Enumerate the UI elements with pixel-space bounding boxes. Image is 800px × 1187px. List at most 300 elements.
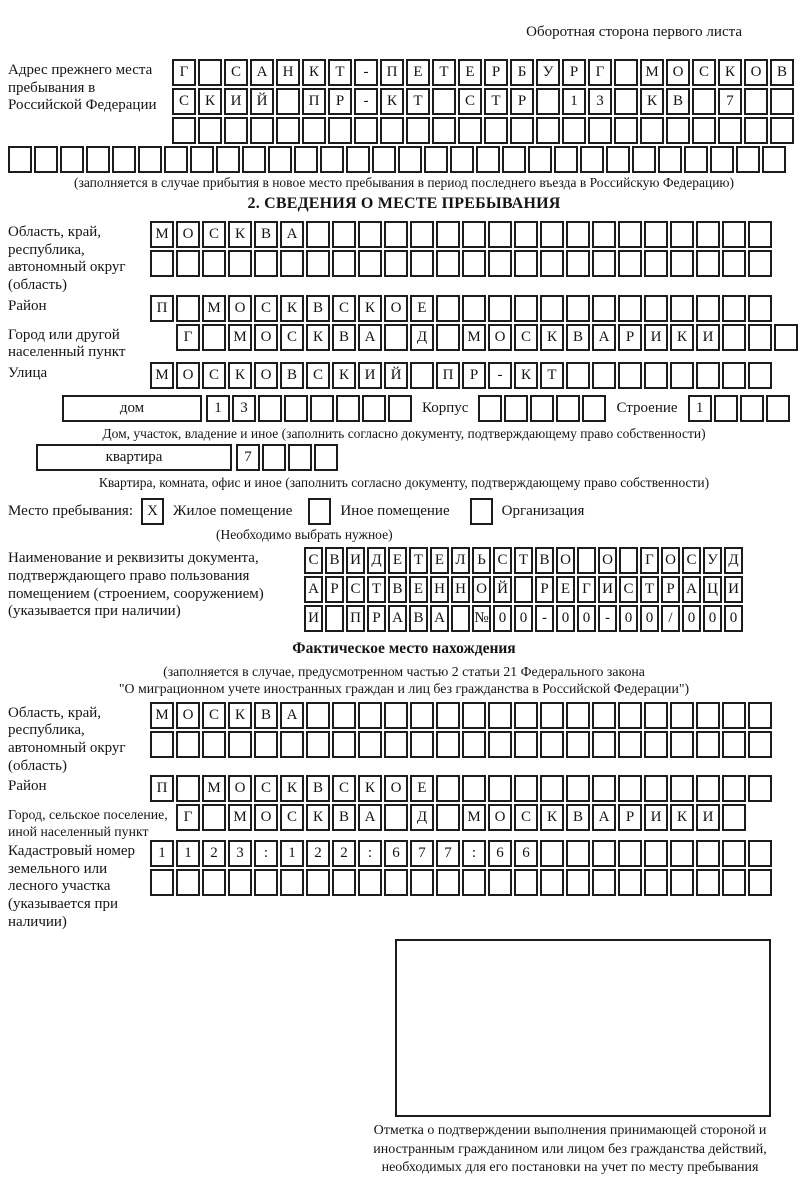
char-cell[interactable]: П — [150, 775, 174, 802]
char-cell[interactable] — [280, 869, 304, 896]
char-cell[interactable] — [592, 840, 616, 867]
char-cell[interactable]: А — [430, 605, 449, 632]
char-cell[interactable]: М — [202, 775, 226, 802]
char-cell[interactable] — [332, 221, 356, 248]
char-cell[interactable] — [306, 702, 330, 729]
char-cell[interactable] — [514, 576, 533, 603]
char-cell[interactable]: Т — [540, 362, 564, 389]
char-cell[interactable]: С — [304, 547, 323, 574]
char-cell[interactable]: В — [325, 547, 344, 574]
char-cell[interactable]: 0 — [556, 605, 575, 632]
char-cell[interactable]: О — [176, 702, 200, 729]
char-cell[interactable] — [488, 731, 512, 758]
char-cell[interactable]: К — [380, 88, 404, 115]
char-cell[interactable]: М — [228, 804, 252, 831]
char-cell[interactable] — [462, 250, 486, 277]
char-cell[interactable]: К — [718, 59, 742, 86]
char-cell[interactable] — [670, 840, 694, 867]
char-cell[interactable]: М — [150, 702, 174, 729]
char-cell[interactable]: В — [388, 576, 407, 603]
char-cell[interactable]: О — [472, 576, 491, 603]
char-cell[interactable] — [314, 444, 338, 471]
char-cell[interactable] — [150, 731, 174, 758]
char-cell[interactable] — [332, 250, 356, 277]
char-cell[interactable]: Р — [484, 59, 508, 86]
char-cell[interactable] — [328, 117, 352, 144]
char-cell[interactable] — [722, 804, 746, 831]
char-cell[interactable] — [254, 731, 278, 758]
char-cell[interactable] — [592, 869, 616, 896]
char-cell[interactable]: К — [640, 88, 664, 115]
char-cell[interactable]: М — [462, 324, 486, 351]
char-cell[interactable] — [462, 295, 486, 322]
char-cell[interactable]: О — [176, 221, 200, 248]
char-cell[interactable] — [294, 146, 318, 173]
char-cell[interactable] — [176, 869, 200, 896]
char-cell[interactable]: 3 — [232, 395, 256, 422]
char-cell[interactable]: А — [280, 221, 304, 248]
char-cell[interactable]: 2 — [306, 840, 330, 867]
char-cell[interactable]: Г — [176, 324, 200, 351]
char-cell[interactable] — [580, 146, 604, 173]
char-cell[interactable] — [436, 324, 460, 351]
char-cell[interactable] — [410, 362, 434, 389]
char-cell[interactable]: 0 — [619, 605, 638, 632]
char-cell[interactable] — [748, 775, 772, 802]
char-cell[interactable]: 1 — [280, 840, 304, 867]
char-cell[interactable] — [592, 702, 616, 729]
char-cell[interactable] — [488, 702, 512, 729]
char-cell[interactable] — [410, 221, 434, 248]
char-cell[interactable] — [618, 840, 642, 867]
char-cell[interactable]: 0 — [703, 605, 722, 632]
char-cell[interactable] — [280, 250, 304, 277]
char-cell[interactable] — [358, 731, 382, 758]
char-cell[interactable] — [410, 702, 434, 729]
char-cell[interactable] — [112, 146, 136, 173]
char-cell[interactable] — [384, 731, 408, 758]
char-cell[interactable] — [619, 547, 638, 574]
char-cell[interactable] — [320, 146, 344, 173]
char-cell[interactable]: Е — [410, 775, 434, 802]
char-cell[interactable] — [436, 731, 460, 758]
char-cell[interactable]: О — [228, 775, 252, 802]
char-cell[interactable] — [670, 362, 694, 389]
char-cell[interactable] — [748, 840, 772, 867]
char-cell[interactable]: О — [744, 59, 768, 86]
char-cell[interactable]: Т — [484, 88, 508, 115]
char-cell[interactable] — [262, 444, 286, 471]
char-cell[interactable] — [710, 146, 734, 173]
char-cell[interactable]: Т — [432, 59, 456, 86]
char-cell[interactable] — [592, 731, 616, 758]
char-cell[interactable] — [228, 250, 252, 277]
char-cell[interactable] — [640, 117, 664, 144]
char-cell[interactable] — [432, 117, 456, 144]
char-cell[interactable] — [284, 395, 308, 422]
char-cell[interactable]: Е — [430, 547, 449, 574]
char-cell[interactable] — [388, 395, 412, 422]
char-cell[interactable]: В — [666, 88, 690, 115]
char-cell[interactable]: И — [644, 804, 668, 831]
char-cell[interactable]: Т — [409, 547, 428, 574]
char-cell[interactable] — [332, 731, 356, 758]
char-cell[interactable] — [34, 146, 58, 173]
char-cell[interactable] — [380, 117, 404, 144]
char-cell[interactable]: С — [458, 88, 482, 115]
char-cell[interactable]: Д — [410, 324, 434, 351]
char-cell[interactable] — [276, 117, 300, 144]
char-cell[interactable] — [644, 702, 668, 729]
char-cell[interactable] — [566, 250, 590, 277]
char-cell[interactable] — [540, 775, 564, 802]
char-cell[interactable] — [566, 295, 590, 322]
char-cell[interactable]: Е — [409, 576, 428, 603]
char-cell[interactable]: 0 — [640, 605, 659, 632]
char-cell[interactable] — [748, 362, 772, 389]
char-cell[interactable]: С — [280, 804, 304, 831]
char-cell[interactable] — [514, 250, 538, 277]
char-cell[interactable]: К — [670, 804, 694, 831]
char-cell[interactable]: Р — [535, 576, 554, 603]
char-cell[interactable] — [722, 362, 746, 389]
char-cell[interactable] — [242, 146, 266, 173]
char-cell[interactable] — [280, 731, 304, 758]
char-cell[interactable] — [770, 117, 794, 144]
char-cell[interactable] — [658, 146, 682, 173]
char-cell[interactable] — [436, 250, 460, 277]
char-cell[interactable] — [172, 117, 196, 144]
char-cell[interactable] — [566, 731, 590, 758]
char-cell[interactable]: В — [306, 295, 330, 322]
char-cell[interactable]: А — [358, 324, 382, 351]
char-cell[interactable]: Г — [640, 547, 659, 574]
char-cell[interactable] — [406, 117, 430, 144]
char-cell[interactable]: Г — [172, 59, 196, 86]
char-cell[interactable]: П — [380, 59, 404, 86]
char-cell[interactable]: С — [692, 59, 716, 86]
char-cell[interactable] — [358, 221, 382, 248]
char-cell[interactable] — [696, 869, 720, 896]
char-cell[interactable]: М — [228, 324, 252, 351]
char-cell[interactable]: С — [254, 775, 278, 802]
char-cell[interactable]: А — [280, 702, 304, 729]
char-cell[interactable]: Т — [367, 576, 386, 603]
char-cell[interactable] — [606, 146, 630, 173]
char-cell[interactable] — [514, 731, 538, 758]
char-cell[interactable] — [696, 221, 720, 248]
char-cell[interactable]: М — [150, 362, 174, 389]
char-cell[interactable] — [722, 295, 746, 322]
char-cell[interactable] — [644, 362, 668, 389]
char-cell[interactable]: П — [436, 362, 460, 389]
char-cell[interactable] — [618, 221, 642, 248]
char-cell[interactable] — [744, 117, 768, 144]
char-cell[interactable]: К — [228, 221, 252, 248]
char-cell[interactable] — [306, 869, 330, 896]
char-cell[interactable]: О — [661, 547, 680, 574]
char-cell[interactable]: 3 — [228, 840, 252, 867]
char-cell[interactable]: А — [250, 59, 274, 86]
char-cell[interactable] — [484, 117, 508, 144]
char-cell[interactable] — [488, 250, 512, 277]
char-cell[interactable]: К — [306, 324, 330, 351]
char-cell[interactable]: К — [358, 775, 382, 802]
char-cell[interactable] — [566, 775, 590, 802]
char-cell[interactable]: Н — [451, 576, 470, 603]
char-cell[interactable] — [254, 250, 278, 277]
char-cell[interactable]: Р — [367, 605, 386, 632]
char-cell[interactable] — [618, 731, 642, 758]
char-cell[interactable] — [748, 702, 772, 729]
char-cell[interactable]: П — [302, 88, 326, 115]
char-cell[interactable] — [514, 295, 538, 322]
char-cell[interactable]: С — [346, 576, 365, 603]
char-cell[interactable]: Ц — [703, 576, 722, 603]
char-cell[interactable] — [488, 775, 512, 802]
char-cell[interactable] — [748, 295, 772, 322]
char-cell[interactable]: О — [488, 804, 512, 831]
char-cell[interactable] — [202, 731, 226, 758]
char-cell[interactable] — [592, 250, 616, 277]
char-cell[interactable]: И — [696, 324, 720, 351]
char-cell[interactable] — [398, 146, 422, 173]
char-cell[interactable] — [254, 869, 278, 896]
char-cell[interactable]: - — [488, 362, 512, 389]
char-cell[interactable]: Р — [510, 88, 534, 115]
char-cell[interactable] — [410, 250, 434, 277]
char-cell[interactable] — [60, 146, 84, 173]
char-cell[interactable] — [216, 146, 240, 173]
char-cell[interactable]: С — [280, 324, 304, 351]
char-cell[interactable] — [462, 775, 486, 802]
char-cell[interactable] — [150, 869, 174, 896]
char-cell[interactable] — [670, 221, 694, 248]
char-cell[interactable] — [410, 869, 434, 896]
char-cell[interactable] — [696, 840, 720, 867]
char-cell[interactable]: 0 — [724, 605, 743, 632]
char-cell[interactable]: : — [358, 840, 382, 867]
char-cell[interactable] — [384, 804, 408, 831]
char-cell[interactable] — [510, 117, 534, 144]
char-cell[interactable]: С — [306, 362, 330, 389]
char-cell[interactable]: Е — [410, 295, 434, 322]
char-cell[interactable]: Д — [410, 804, 434, 831]
char-cell[interactable] — [722, 324, 746, 351]
char-cell[interactable]: Д — [367, 547, 386, 574]
char-cell[interactable]: 7 — [236, 444, 260, 471]
char-cell[interactable] — [488, 869, 512, 896]
char-cell[interactable]: О — [384, 295, 408, 322]
char-cell[interactable] — [332, 869, 356, 896]
char-cell[interactable] — [462, 702, 486, 729]
char-cell[interactable]: А — [682, 576, 701, 603]
char-cell[interactable]: И — [224, 88, 248, 115]
char-cell[interactable] — [540, 250, 564, 277]
char-cell[interactable]: 7 — [410, 840, 434, 867]
char-cell[interactable] — [644, 221, 668, 248]
char-cell[interactable]: Г — [176, 804, 200, 831]
char-cell[interactable]: Р — [618, 324, 642, 351]
char-cell[interactable] — [692, 117, 716, 144]
char-cell[interactable]: 6 — [514, 840, 538, 867]
char-cell[interactable] — [306, 221, 330, 248]
char-cell[interactable] — [618, 869, 642, 896]
char-cell[interactable] — [722, 775, 746, 802]
char-cell[interactable]: 0 — [682, 605, 701, 632]
char-cell[interactable]: Й — [493, 576, 512, 603]
char-cell[interactable] — [577, 547, 596, 574]
char-cell[interactable]: М — [640, 59, 664, 86]
char-cell[interactable] — [288, 444, 312, 471]
char-cell[interactable]: С — [514, 324, 538, 351]
char-cell[interactable] — [670, 775, 694, 802]
char-cell[interactable]: Б — [510, 59, 534, 86]
char-cell[interactable]: С — [202, 702, 226, 729]
char-cell[interactable]: Г — [577, 576, 596, 603]
char-cell[interactable] — [514, 702, 538, 729]
char-cell[interactable]: В — [770, 59, 794, 86]
char-cell[interactable] — [592, 362, 616, 389]
char-cell[interactable] — [451, 605, 470, 632]
char-cell[interactable]: В — [332, 324, 356, 351]
char-cell[interactable] — [696, 250, 720, 277]
char-cell[interactable]: - — [535, 605, 554, 632]
char-cell[interactable] — [644, 250, 668, 277]
char-cell[interactable]: В — [566, 324, 590, 351]
char-cell[interactable]: К — [280, 775, 304, 802]
char-cell[interactable]: 1 — [562, 88, 586, 115]
char-cell[interactable] — [644, 731, 668, 758]
char-cell[interactable] — [766, 395, 790, 422]
char-cell[interactable]: Р — [618, 804, 642, 831]
char-cell[interactable] — [198, 117, 222, 144]
char-cell[interactable] — [384, 869, 408, 896]
char-cell[interactable] — [696, 295, 720, 322]
char-cell[interactable] — [528, 146, 552, 173]
char-cell[interactable] — [714, 395, 738, 422]
char-cell[interactable] — [644, 840, 668, 867]
char-cell[interactable] — [566, 221, 590, 248]
char-cell[interactable] — [176, 731, 200, 758]
char-cell[interactable] — [346, 146, 370, 173]
char-cell[interactable] — [432, 88, 456, 115]
char-cell[interactable] — [150, 250, 174, 277]
char-cell[interactable]: К — [540, 324, 564, 351]
char-cell[interactable] — [748, 221, 772, 248]
char-cell[interactable]: С — [332, 775, 356, 802]
char-cell[interactable] — [530, 395, 554, 422]
char-cell[interactable] — [176, 775, 200, 802]
char-cell[interactable] — [736, 146, 760, 173]
char-cell[interactable] — [684, 146, 708, 173]
char-cell[interactable] — [310, 395, 334, 422]
char-cell[interactable]: М — [150, 221, 174, 248]
char-cell[interactable] — [436, 221, 460, 248]
char-cell[interactable]: 3 — [588, 88, 612, 115]
char-cell[interactable]: 2 — [332, 840, 356, 867]
char-cell[interactable] — [618, 250, 642, 277]
char-cell[interactable]: О — [598, 547, 617, 574]
stay-type-checkbox-organization[interactable] — [470, 498, 493, 525]
char-cell[interactable] — [618, 702, 642, 729]
char-cell[interactable] — [358, 250, 382, 277]
char-cell[interactable]: Е — [556, 576, 575, 603]
char-cell[interactable]: В — [332, 804, 356, 831]
char-cell[interactable]: Р — [328, 88, 352, 115]
char-cell[interactable] — [536, 88, 560, 115]
char-cell[interactable]: А — [304, 576, 323, 603]
char-cell[interactable] — [436, 775, 460, 802]
char-cell[interactable] — [384, 250, 408, 277]
char-cell[interactable]: О — [666, 59, 690, 86]
char-cell[interactable] — [462, 869, 486, 896]
char-cell[interactable]: О — [488, 324, 512, 351]
char-cell[interactable]: К — [302, 59, 326, 86]
char-cell[interactable] — [566, 362, 590, 389]
char-cell[interactable] — [362, 395, 386, 422]
char-cell[interactable]: - — [354, 88, 378, 115]
char-cell[interactable]: К — [228, 702, 252, 729]
char-cell[interactable]: В — [280, 362, 304, 389]
char-cell[interactable] — [164, 146, 188, 173]
char-cell[interactable] — [436, 702, 460, 729]
char-cell[interactable]: С — [224, 59, 248, 86]
char-cell[interactable]: Е — [406, 59, 430, 86]
char-cell[interactable]: И — [598, 576, 617, 603]
char-cell[interactable] — [692, 88, 716, 115]
char-cell[interactable]: К — [358, 295, 382, 322]
char-cell[interactable]: И — [724, 576, 743, 603]
char-cell[interactable]: Е — [458, 59, 482, 86]
char-cell[interactable]: П — [150, 295, 174, 322]
char-cell[interactable] — [514, 869, 538, 896]
char-cell[interactable] — [770, 88, 794, 115]
char-cell[interactable] — [670, 869, 694, 896]
char-cell[interactable] — [478, 395, 502, 422]
char-cell[interactable] — [644, 295, 668, 322]
char-cell[interactable]: К — [228, 362, 252, 389]
char-cell[interactable] — [592, 295, 616, 322]
char-cell[interactable] — [372, 146, 396, 173]
char-cell[interactable]: Н — [430, 576, 449, 603]
char-cell[interactable]: 2 — [202, 840, 226, 867]
char-cell[interactable] — [540, 840, 564, 867]
char-cell[interactable] — [138, 146, 162, 173]
char-cell[interactable] — [462, 731, 486, 758]
char-cell[interactable]: Р — [661, 576, 680, 603]
char-cell[interactable] — [384, 221, 408, 248]
char-cell[interactable]: С — [202, 221, 226, 248]
char-cell[interactable] — [462, 221, 486, 248]
char-cell[interactable]: В — [254, 221, 278, 248]
char-cell[interactable]: 1 — [206, 395, 230, 422]
char-cell[interactable]: Ь — [472, 547, 491, 574]
char-cell[interactable] — [540, 869, 564, 896]
char-cell[interactable]: В — [254, 702, 278, 729]
char-cell[interactable] — [644, 869, 668, 896]
char-cell[interactable] — [540, 731, 564, 758]
char-cell[interactable]: 7 — [436, 840, 460, 867]
char-cell[interactable] — [670, 295, 694, 322]
char-cell[interactable] — [8, 146, 32, 173]
char-cell[interactable] — [566, 869, 590, 896]
char-cell[interactable]: С — [493, 547, 512, 574]
char-cell[interactable] — [332, 702, 356, 729]
char-cell[interactable]: Н — [276, 59, 300, 86]
char-cell[interactable] — [514, 221, 538, 248]
char-cell[interactable]: 7 — [718, 88, 742, 115]
